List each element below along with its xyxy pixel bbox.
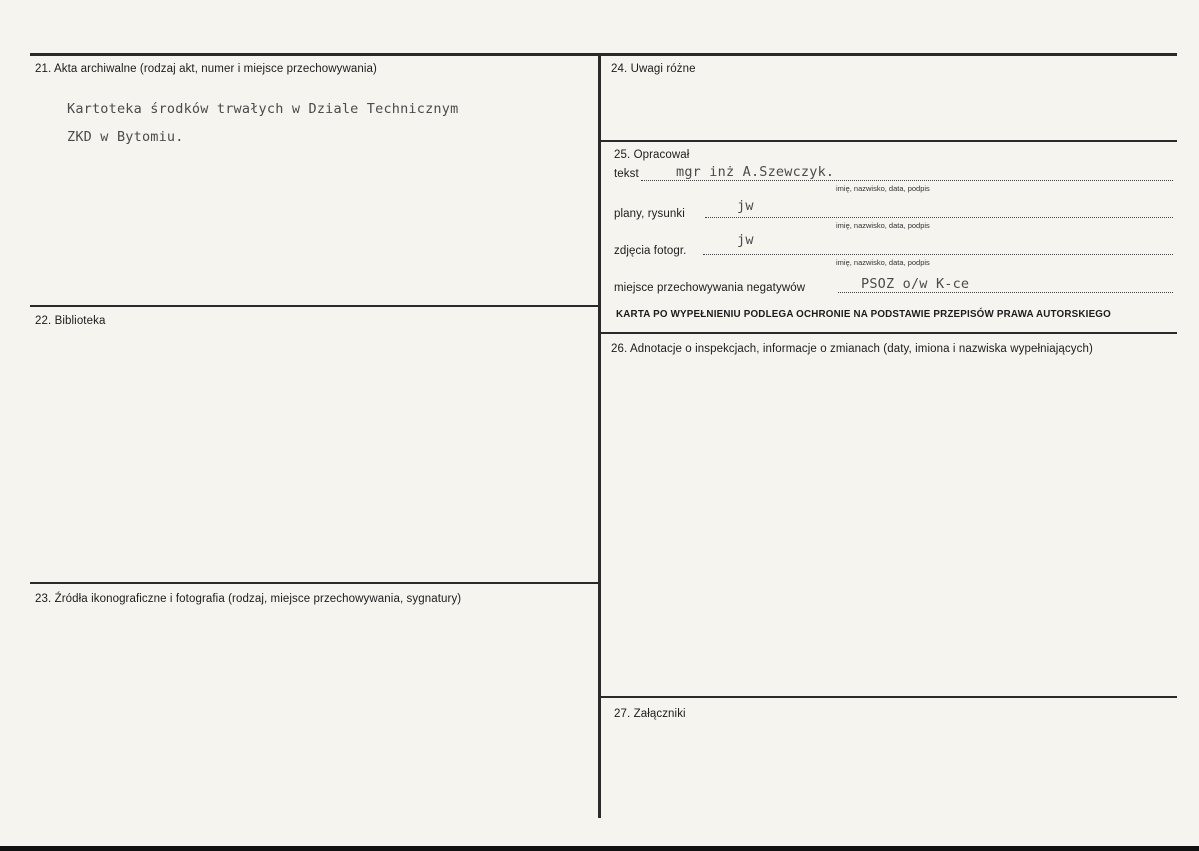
section-25-label: 25. Opracował <box>614 149 690 161</box>
zdjecia-dotted-line <box>703 254 1173 255</box>
top-rule <box>30 53 1177 56</box>
negatywy-value: PSOZ o/w K-ce <box>861 276 970 292</box>
center-divider <box>598 53 601 818</box>
plany-hint: imię, nazwisko, data, podpis <box>836 221 930 230</box>
zdjecia-hint: imię, nazwisko, data, podpis <box>836 258 930 267</box>
bottom-edge <box>0 846 1199 851</box>
right-rule-26 <box>600 332 1177 334</box>
section-22-label: 22. Biblioteka <box>35 315 106 327</box>
tekst-hint: imię, nazwisko, data, podpis <box>836 184 930 193</box>
plany-value: jw <box>737 198 754 214</box>
section-21-label: 21. Akta archiwalne (rodzaj akt, numer i miejsce przechowywania) <box>35 63 377 75</box>
zdjecia-value: jw <box>737 232 754 248</box>
zdjecia-label: zdjęcia fotogr. <box>614 245 687 257</box>
section-23-label: 23. Źródła ikonograficzne i fotografia (rodzaj, miejsce przechowywania, sygnatury) <box>35 593 462 605</box>
tekst-dotted-line <box>641 180 1173 181</box>
section-27-label: 27. Załączniki <box>614 708 686 720</box>
plany-dotted-line <box>705 217 1173 218</box>
plany-label: plany, rysunki <box>614 208 685 220</box>
tekst-label: tekst <box>614 168 639 180</box>
negatywy-dotted-line <box>838 292 1173 293</box>
section-26-label: 26. Adnotacje o inspekcjach, informacje o zmianach (daty, imiona i nazwiska wypełniających) <box>611 343 1093 355</box>
left-rule-23 <box>30 582 600 584</box>
left-rule-22 <box>30 305 600 307</box>
right-rule-27 <box>600 696 1177 698</box>
section-21-typed-line-1: Kartoteka środków trwałych w Dziale Technicznym <box>67 101 459 117</box>
tekst-value: mgr inż A.Szewczyk. <box>676 164 835 180</box>
section-21-typed-line-2: ZKD w Bytomiu. <box>67 129 184 145</box>
section-24-label: 24. Uwagi różne <box>611 63 696 75</box>
right-rule-25 <box>600 140 1177 142</box>
copyright-note: KARTA PO WYPEŁNIENIU PODLEGA OCHRONIE NA PODSTAWIE PRZEPISÓW PRAWA AUTORSKIEGO <box>616 309 1111 320</box>
negatywy-label: miejsce przechowywania negatywów <box>614 282 806 294</box>
